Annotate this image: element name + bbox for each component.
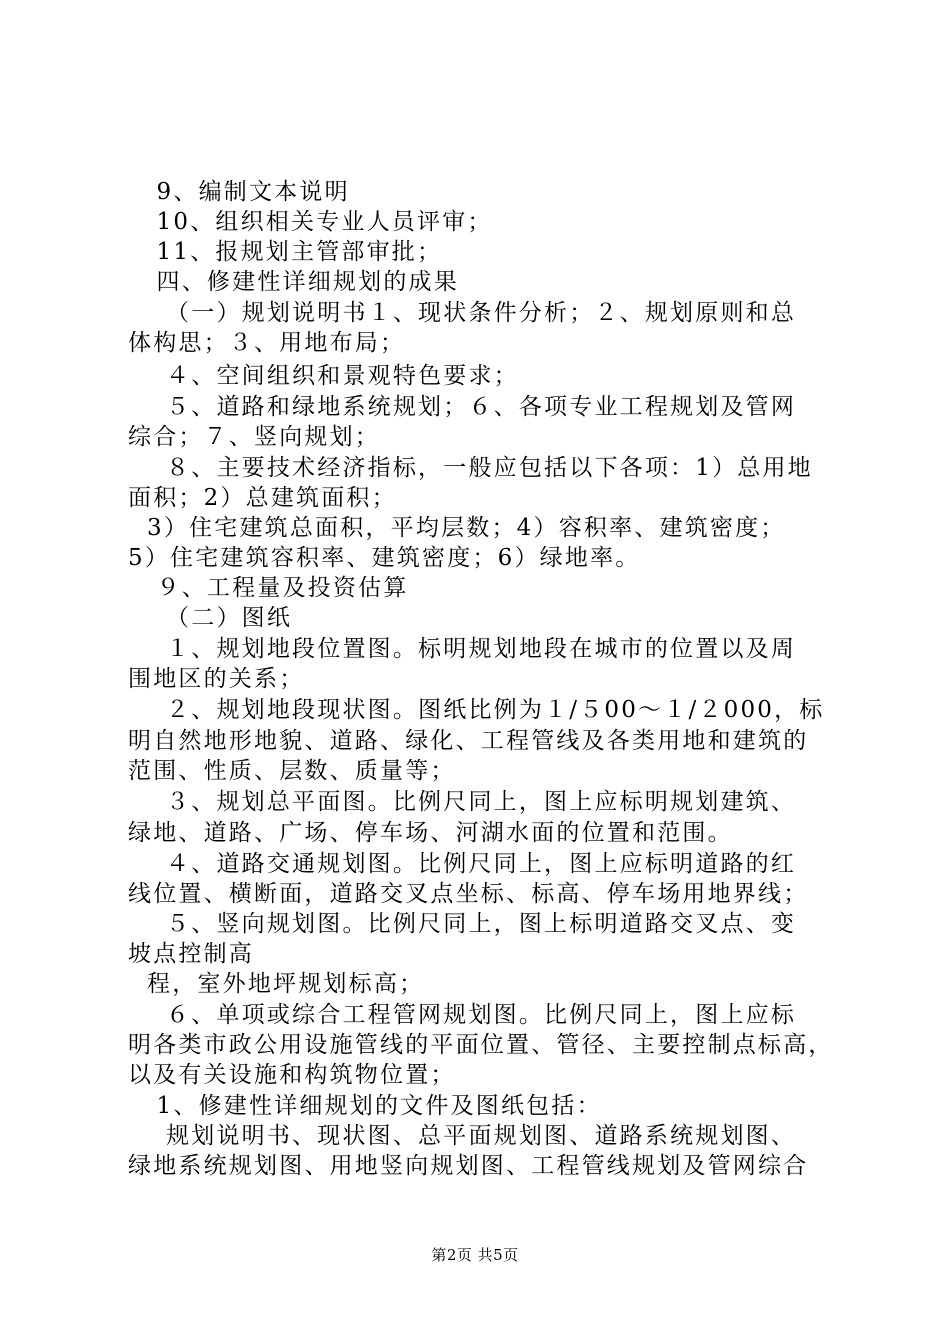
text-line: 围地区的关系； <box>128 666 305 692</box>
text-line: ９、工程量及投资估算 <box>128 575 409 601</box>
text-line: ５、竖向规划图。比例尺同上，图上标明道路交叉点、变 <box>128 911 797 937</box>
text-line: 坡点控制高 <box>128 941 254 967</box>
text-line: 9、编制文本说明 <box>128 179 350 205</box>
text-line: 绿地、道路、广场、停车场、河湖水面的位置和范围。 <box>128 820 733 846</box>
text-line: 3）住宅建筑总面积，平均层数；4）容积率、建筑密度； <box>128 515 786 541</box>
text-line: 范围、性质、层数、质量等； <box>128 758 456 784</box>
text-line: 绿地系统规划图、用地竖向规划图、工程管线规划及管网综合 <box>128 1153 809 1179</box>
text-line: 四、修建性详细规划的成果 <box>128 269 459 295</box>
text-line: 面积；2）总建筑面积； <box>128 485 397 511</box>
text-line: 5）住宅建筑容积率、建筑密度；6）绿地率。 <box>128 545 641 571</box>
text-line: 1、修建性详细规划的文件及图纸包括： <box>128 1093 602 1119</box>
text-line: 程，室外地坪规划标高； <box>128 971 425 997</box>
text-line: 11、报规划主管部审批； <box>128 239 443 265</box>
text-line: ８、主要技术经济指标，一般应包括以下各项：1）总用地 <box>128 455 813 481</box>
text-line: ５、道路和绿地系统规划；６、各项专业工程规划及管网 <box>128 394 797 420</box>
text-line: ６、单项或综合工程管网规划图。比例尺同上，图上应标 <box>128 1002 797 1028</box>
text-line: 明各类市政公用设施管线的平面位置、管径、主要控制点标高， <box>128 1032 834 1058</box>
text-line: ２、规划地段现状图。图纸比例为１/５00～１/２000，标 <box>128 697 825 723</box>
text-line: ４、空间组织和景观特色要求； <box>128 363 519 389</box>
text-line: 明自然地形地貌、道路、绿化、工程管线及各类用地和建筑的 <box>128 728 809 754</box>
text-line: 10、组织相关专业人员评审； <box>128 209 493 235</box>
text-line: ３、规划总平面图。比例尺同上，图上应标明规划建筑、 <box>128 789 797 815</box>
text-line: （一）规划说明书１、现状条件分析；２、规划原则和总 <box>128 300 797 326</box>
text-line: 综合；７、竖向规划； <box>128 424 380 450</box>
text-line: １、规划地段位置图。标明规划地段在城市的位置以及周 <box>128 636 797 662</box>
text-line: 规划说明书、现状图、总平面规划图、道路系统规划图、 <box>128 1123 797 1149</box>
text-line: （二）图纸 <box>128 605 293 631</box>
page-footer: 第2页 共5页 <box>431 1246 519 1264</box>
text-line: 线位置、横断面，道路交叉点坐标、标高、停车场用地界线； <box>128 881 809 907</box>
text-line: ４、道路交通规划图。比例尺同上，图上应标明道路的红 <box>128 851 797 877</box>
text-line: 以及有关设施和构筑物位置； <box>128 1062 456 1088</box>
text-line: 体构思；３、用地布局； <box>128 330 406 356</box>
